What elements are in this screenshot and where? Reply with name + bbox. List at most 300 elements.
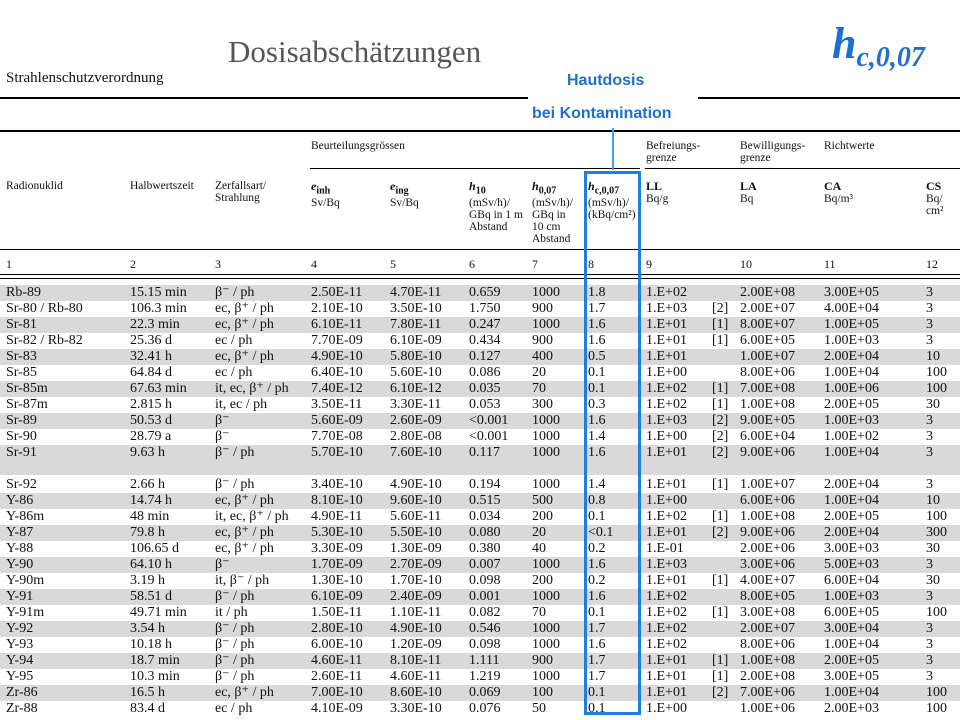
table-cell: Y-86m [6, 509, 45, 524]
table-cell: [2] [712, 429, 729, 444]
table-cell: 1000 [532, 621, 560, 636]
table-cell: 3 [926, 429, 933, 444]
table-cell: 0.098 [469, 573, 501, 588]
table-cell: 9.60E-10 [390, 493, 442, 508]
table-cell: 0.007 [469, 557, 501, 572]
table-cell: 1.7 [588, 669, 606, 684]
table-cell: Zr-86 [6, 685, 38, 700]
table-cell: 2.50E-11 [311, 285, 363, 300]
table-cell: 1.E+01 [646, 317, 687, 332]
table-cell: 1000 [532, 669, 560, 684]
table-cell: 10.3 min [130, 669, 180, 684]
table-cell: 2.60E-11 [311, 669, 363, 684]
table-row [0, 557, 960, 573]
table-cell: 79.8 h [130, 525, 165, 540]
table-cell: 1.00E+08 [740, 509, 795, 524]
table-cell: 9.63 h [130, 445, 165, 460]
table-cell: 0.380 [469, 541, 501, 556]
table-cell: 1.6 [588, 413, 606, 428]
table-cell: 1.70E-09 [311, 557, 363, 572]
table-cell: 1.219 [469, 669, 501, 684]
table-cell: 1.70E-10 [390, 573, 442, 588]
table-cell: 3.30E-10 [390, 701, 442, 716]
table-cell: Sr-80 / Rb-80 [6, 301, 83, 316]
table-cell: Y-91 [6, 589, 34, 604]
table-cell: 49.71 min [130, 605, 187, 620]
table-cell: 1.6 [588, 589, 606, 604]
table-cell: β⁻ / ph [215, 445, 255, 460]
table-cell: 1.E+00 [646, 701, 687, 716]
table-cell: 1.E+01 [646, 653, 687, 668]
table-cell: 6.00E+04 [740, 429, 795, 444]
table-cell: 5.70E-10 [311, 445, 363, 460]
header-zerfallsart-line-1: Zerfallsart/ [215, 180, 267, 192]
table-cell: 20 [532, 525, 546, 540]
table-cell: 1.8 [588, 285, 606, 300]
column-number: 1 [6, 257, 12, 271]
table-cell: 2.00E+07 [740, 621, 795, 636]
column-number: 10 [740, 257, 752, 271]
table-cell: 5.30E-10 [311, 525, 363, 540]
table-cell: 4.00E+04 [824, 301, 879, 316]
table-cell: 4.60E-11 [390, 669, 442, 684]
table-cell: 18.7 min [130, 653, 180, 668]
slide-title: Dosisabschätzungen [228, 34, 482, 69]
column-number: 3 [215, 257, 221, 271]
header-richtwerte: Richtwerte [824, 140, 875, 152]
table-cell: [1] [712, 381, 729, 396]
table-row [0, 605, 960, 621]
table-cell: 1.E-01 [646, 541, 684, 556]
table-row [0, 701, 960, 717]
header-zerfallsart [215, 180, 266, 204]
table-cell: ec, β⁺ / ph [215, 685, 274, 700]
table-cell: 0.515 [469, 493, 501, 508]
column-number: 12 [926, 257, 938, 271]
table-cell: 1.00E+04 [824, 637, 879, 652]
table-cell: 1.00E+03 [824, 413, 879, 428]
table-cell: Sr-81 [6, 317, 37, 332]
table-cell: 67.63 min [130, 381, 187, 396]
table-cell: 6.10E-12 [390, 381, 442, 396]
header-hc007: $h_{c,0,07}$ (mSv/h)/ (kBq/cm²) [588, 179, 636, 222]
table-cell: 3 [926, 333, 933, 348]
table-cell: 3.50E-11 [311, 397, 363, 412]
table-cell: 106.3 min [130, 301, 187, 316]
table-cell: 20 [532, 365, 546, 380]
table-cell: 1.00E+07 [740, 477, 795, 492]
table-row [0, 685, 960, 701]
table-cell: 6.10E-09 [311, 589, 363, 604]
table-cell: 1000 [532, 477, 560, 492]
table-cell: 3 [926, 557, 933, 572]
table-cell: 0.127 [469, 349, 501, 364]
table-cell: β⁻ / ph [215, 621, 255, 636]
table-cell: 7.70E-08 [311, 429, 363, 444]
table-cell: [1] [712, 333, 729, 348]
header-cs: CS Bq/ cm² [926, 179, 944, 217]
table-cell: 900 [532, 653, 553, 668]
table-cell: β⁻ [215, 413, 230, 428]
table-cell: 0.080 [469, 525, 501, 540]
table-cell: 1.E+00 [646, 493, 687, 508]
table-cell: 1.20E-09 [390, 637, 442, 652]
column-number: 11 [824, 257, 836, 271]
header-radionuklid: Radionuklid [6, 180, 63, 192]
table-cell: 3.30E-11 [390, 397, 442, 412]
table-row [0, 413, 960, 429]
table-cell: Y-90 [6, 557, 34, 572]
table-cell: 28.79 a [130, 429, 172, 444]
table-cell: [1] [712, 605, 729, 620]
table-cell: 1.E+02 [646, 605, 687, 620]
table-cell: 3.00E+08 [740, 605, 795, 620]
table-cell: 30 [926, 397, 940, 412]
table-cell: [2] [712, 445, 729, 460]
table-cell: 100 [926, 701, 947, 716]
table-cell: 100 [532, 685, 553, 700]
table-cell: Sr-85m [6, 381, 48, 396]
table-cell: 1.E+01 [646, 333, 687, 348]
table-cell: 1.6 [588, 445, 606, 460]
table-cell: 1.00E+08 [740, 653, 795, 668]
table-cell: 2.60E-09 [390, 413, 442, 428]
table-cell: 5.60E-10 [390, 365, 442, 380]
table-cell: 1.E+01 [646, 685, 687, 700]
table-cell: 1.E+01 [646, 477, 687, 492]
table-cell: 30 [926, 573, 940, 588]
formula-symbol [832, 18, 925, 74]
header-befreiungsgrenze: Befreiungs- grenze [646, 140, 701, 164]
table-cell: 1000 [532, 429, 560, 444]
table-cell: 2.40E-09 [390, 589, 442, 604]
table-cell: ec, β⁺ / ph [215, 317, 274, 332]
table-cell: 4.90E-10 [390, 477, 442, 492]
table-cell: 1000 [532, 557, 560, 572]
table-cell: it, ec, β⁺ / ph [215, 509, 289, 524]
table-cell: 1.4 [588, 477, 606, 492]
table-row [0, 541, 960, 557]
header-eing: $e_{ing}$ Sv/Bq [390, 179, 419, 210]
table-cell: 1.00E+07 [740, 349, 795, 364]
table-row [0, 493, 960, 509]
table-cell: 1.10E-11 [390, 605, 442, 620]
callout-connector [612, 128, 614, 170]
table-cell: 5.00E+03 [824, 557, 879, 572]
table-row [0, 285, 960, 301]
table-cell: Sr-91 [6, 445, 37, 460]
table-cell: 1.E+02 [646, 381, 687, 396]
table-cell: 64.84 d [130, 365, 172, 380]
table-cell: 50 [532, 701, 546, 716]
table-cell: 2.00E+05 [824, 397, 879, 412]
table-cell: 106.65 d [130, 541, 179, 556]
table-cell: 4.90E-10 [311, 349, 363, 364]
table-cell: 0.082 [469, 605, 501, 620]
header-halbwertszeit: Halbwertszeit [130, 180, 194, 192]
table-cell: 1.E+01 [646, 525, 687, 540]
table-cell: 100 [926, 381, 947, 396]
table-cell: 3.00E+04 [824, 621, 879, 636]
table-cell: 1.750 [469, 301, 501, 316]
table-cell: 3 [926, 285, 933, 300]
table-cell: [2] [712, 685, 729, 700]
table-cell: 3.50E-10 [390, 301, 442, 316]
table-cell: 7.00E+06 [740, 685, 795, 700]
table-cell: 5.80E-10 [390, 349, 442, 364]
table-cell: 3.00E+06 [740, 557, 795, 572]
table-cell: 0.117 [469, 445, 500, 460]
table-cell: 100 [926, 509, 947, 524]
table-cell: 1.E+02 [646, 621, 687, 636]
table-cell: β⁻ [215, 429, 230, 444]
column-number: 9 [646, 257, 652, 271]
column-number: 7 [532, 257, 538, 271]
table-cell: 4.60E-11 [311, 653, 363, 668]
table-cell: 1.00E+04 [824, 493, 879, 508]
table-row [0, 637, 960, 653]
table-cell: 8.60E-10 [390, 685, 442, 700]
table-cell: 1.E+01 [646, 573, 687, 588]
document-title: Strahlenschutzverordnung [6, 70, 164, 86]
table-cell: <0.1 [588, 525, 614, 540]
table-cell: 6.10E-09 [390, 333, 442, 348]
table-cell: Sr-87m [6, 397, 48, 412]
header-ll: LL Bq/g [646, 179, 669, 205]
table-cell: 3.54 h [130, 621, 165, 636]
table-cell: 4.00E+07 [740, 573, 795, 588]
table-cell: 3.40E-10 [311, 477, 363, 492]
table-cell: 0.659 [469, 285, 501, 300]
table-cell: 58.51 d [130, 589, 172, 604]
table-cell: 2.00E+04 [824, 525, 879, 540]
table-cell: 8.10E-11 [390, 653, 442, 668]
table-cell: 8.00E+06 [740, 637, 795, 652]
table-cell: 7.80E-11 [390, 317, 442, 332]
table-cell: 2.80E-08 [390, 429, 442, 444]
table-cell: 100 [926, 605, 947, 620]
table-cell: [1] [712, 573, 729, 588]
table-cell: 7.00E-10 [311, 685, 363, 700]
table-cell: 100 [926, 365, 947, 380]
table-cell: 1000 [532, 317, 560, 332]
table-cell: 3 [926, 301, 933, 316]
table-cell: 1.50E-11 [311, 605, 363, 620]
column-number: 2 [130, 257, 136, 271]
table-cell: it, ec, β⁺ / ph [215, 381, 289, 396]
table-cell: 3.19 h [130, 573, 165, 588]
table-cell: 2.00E+08 [740, 669, 795, 684]
table-cell: 1.E+01 [646, 349, 687, 364]
table-row [0, 333, 960, 349]
table-cell: 3 [926, 653, 933, 668]
table-cell: Rb-89 [6, 285, 41, 300]
table-cell: 1.7 [588, 653, 606, 668]
table-cell: 9.00E+06 [740, 445, 795, 460]
table-row [0, 653, 960, 669]
table-cell: [1] [712, 317, 729, 332]
table-cell: [1] [712, 509, 729, 524]
table-cell: 22.3 min [130, 317, 180, 332]
table-cell: 0.001 [469, 589, 501, 604]
table-cell: 40 [532, 541, 546, 556]
rule-beurteilung [310, 168, 640, 169]
table-cell: 6.00E-10 [311, 637, 363, 652]
table-cell: 8.10E-10 [311, 493, 363, 508]
column-number: 5 [390, 257, 396, 271]
table-cell: 1.111 [469, 653, 500, 668]
table-cell: 0.053 [469, 397, 501, 412]
table-cell: 2.70E-09 [390, 557, 442, 572]
table-cell: 1.6 [588, 637, 606, 652]
table-cell: 25.36 d [130, 333, 172, 348]
table-cell: [2] [712, 301, 729, 316]
table-cell: β⁻ / ph [215, 477, 255, 492]
table-cell: [1] [712, 653, 729, 668]
table-row [0, 445, 960, 475]
header-h10: $h_{10}$ (mSv/h)/ GBq in 1 m Abstand [469, 179, 523, 234]
column-number: 8 [588, 257, 594, 271]
table-cell: 2.66 h [130, 477, 165, 492]
table-cell: 0.2 [588, 541, 606, 556]
table-cell: 14.74 h [130, 493, 172, 508]
table-cell: 10 [926, 493, 940, 508]
table-cell: Y-92 [6, 621, 34, 636]
table-cell: Y-90m [6, 573, 45, 588]
table-cell: 3 [926, 589, 933, 604]
table-cell: 5.60E-11 [390, 509, 442, 524]
table-cell: 1.00E+05 [824, 317, 879, 332]
table-cell: 3 [926, 317, 933, 332]
table-cell: 2.00E+08 [740, 285, 795, 300]
table-cell: 0.3 [588, 397, 606, 412]
table-cell: 1.E+00 [646, 365, 687, 380]
table-cell: 1.7 [588, 621, 606, 636]
table-cell: Sr-92 [6, 477, 37, 492]
table-cell: 0.8 [588, 493, 606, 508]
table-cell: 2.00E+05 [824, 653, 879, 668]
callout-line-1: Hautdosis [567, 72, 645, 89]
table-cell: 1.E+02 [646, 637, 687, 652]
table-cell: 7.70E-09 [311, 333, 363, 348]
table-cell: 2.00E+05 [824, 509, 879, 524]
table-cell: 4.70E-11 [390, 285, 442, 300]
table-cell: 15.15 min [130, 285, 187, 300]
table-cell: 1.7 [588, 301, 606, 316]
table-cell: 70 [532, 381, 546, 396]
table-cell: 2.00E+04 [824, 349, 879, 364]
table-cell: ec, β⁺ / ph [215, 541, 274, 556]
table-cell: 10 [926, 349, 940, 364]
table-cell: β⁻ / ph [215, 653, 255, 668]
table-cell: 5.50E-10 [390, 525, 442, 540]
table-cell: 30 [926, 541, 940, 556]
table-cell: 4.10E-09 [311, 701, 363, 716]
table-cell: Zr-88 [6, 701, 38, 716]
table-cell: Y-88 [6, 541, 34, 556]
table-cell: 1.00E+04 [824, 445, 879, 460]
header-la: LA Bq [740, 179, 757, 205]
table-cell: Sr-90 [6, 429, 37, 444]
table-cell: 83.4 d [130, 701, 165, 716]
header-zerfallsart-line-2: Strahlung [215, 192, 260, 204]
table-cell: 6.00E+04 [824, 573, 879, 588]
table-row [0, 349, 960, 365]
table-cell: 70 [532, 605, 546, 620]
table-cell: Sr-89 [6, 413, 37, 428]
table-cell: 900 [532, 301, 553, 316]
table-cell: β⁻ / ph [215, 285, 255, 300]
table-cell: 0.546 [469, 621, 501, 636]
table-row [0, 509, 960, 525]
table-cell: ec, β⁺ / ph [215, 301, 274, 316]
table-cell: 500 [532, 493, 553, 508]
table-cell: 2.80E-10 [311, 621, 363, 636]
table-cell: 9.00E+06 [740, 525, 795, 540]
table-cell: 5.60E-09 [311, 413, 363, 428]
table-cell: 6.00E+05 [824, 605, 879, 620]
table-cell: 7.40E-12 [311, 381, 363, 396]
table-cell: 64.10 h [130, 557, 172, 572]
highlight-column-hc007 [584, 171, 641, 715]
table-cell: 1.E+03 [646, 557, 687, 572]
table-cell: Y-93 [6, 637, 34, 652]
table-cell: 8.00E+07 [740, 317, 795, 332]
table-cell: ec / ph [215, 365, 253, 380]
table-cell: β⁻ / ph [215, 589, 255, 604]
table-cell: [1] [712, 397, 729, 412]
table-cell: 200 [532, 509, 553, 524]
table-cell: 400 [532, 349, 553, 364]
table-cell: ec, β⁺ / ph [215, 493, 274, 508]
table-cell: 0.1 [588, 509, 606, 524]
table-cell: 8.00E+05 [740, 589, 795, 604]
table-cell: 1.E+01 [646, 445, 687, 460]
table-cell: 6.00E+06 [740, 493, 795, 508]
table-cell: 3.00E+03 [824, 541, 879, 556]
table-cell: 1.E+02 [646, 397, 687, 412]
table-cell: Y-94 [6, 653, 34, 668]
table-cell: 2.815 h [130, 397, 172, 412]
table-cell: 1.E+02 [646, 589, 687, 604]
table-row [0, 573, 960, 589]
table-cell: 0.434 [469, 333, 501, 348]
table-cell: 1.E+03 [646, 301, 687, 316]
table-cell: 3.00E+05 [824, 669, 879, 684]
table-cell: 1.30E-10 [311, 573, 363, 588]
table-cell: 6.00E+05 [740, 333, 795, 348]
table-cell: 16.5 h [130, 685, 165, 700]
table-cell: 0.086 [469, 365, 501, 380]
header-beurteilungsgroessen: Beurteilungsgrössen [311, 140, 405, 152]
table-row [0, 621, 960, 637]
table-cell: 1.00E+02 [824, 429, 879, 444]
rule-top [0, 97, 960, 99]
table-cell: 32.41 h [130, 349, 172, 364]
table-cell: 0.1 [588, 365, 606, 380]
header-bewilligungsgrenze: Bewilligungs- grenze [740, 140, 806, 164]
table-cell: 1.E+02 [646, 285, 687, 300]
table-cell: ec, β⁺ / ph [215, 525, 274, 540]
table-cell: 3 [926, 413, 933, 428]
callout-line-2: bei Kontamination [532, 105, 672, 122]
table-cell: 1.00E+04 [824, 685, 879, 700]
table-cell: 3.00E+05 [824, 285, 879, 300]
table-cell: 1.00E+03 [824, 333, 879, 348]
table-cell: Y-87 [6, 525, 34, 540]
table-cell: Sr-82 / Rb-82 [6, 333, 83, 348]
table-cell: 200 [532, 573, 553, 588]
